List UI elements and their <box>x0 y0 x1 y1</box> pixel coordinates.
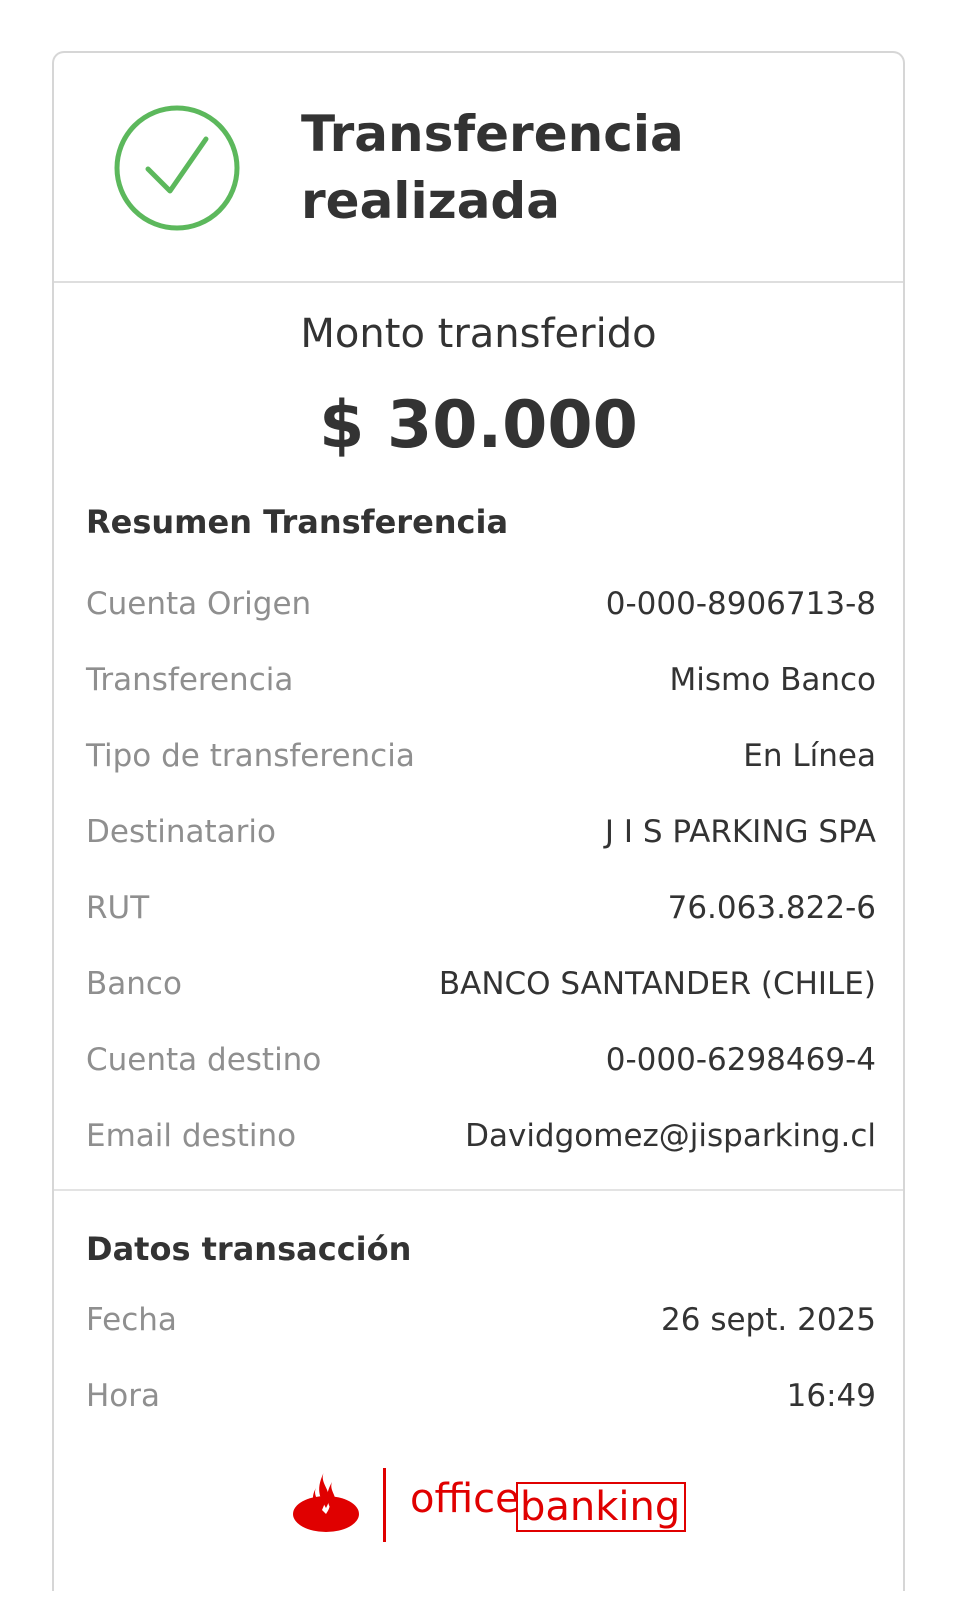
row-value: 0-000-6298469-4 <box>605 1042 876 1078</box>
row-value: J I S PARKING SPA <box>604 814 876 850</box>
santander-flame-icon <box>292 1470 360 1534</box>
summary-row-tipo-transferencia <box>86 738 876 778</box>
row-label: Destinatario <box>86 814 276 850</box>
row-value: Mismo Banco <box>669 662 876 698</box>
receipt-header <box>54 53 903 283</box>
row-value: En Línea <box>743 738 876 774</box>
logo-office-text: office <box>410 1476 520 1522</box>
transaction-row-fecha <box>86 1302 876 1342</box>
title-line-1: Transferencia <box>301 105 684 163</box>
summary-row-rut <box>86 890 876 930</box>
row-label: Fecha <box>86 1302 177 1338</box>
row-label: Cuenta destino <box>86 1042 322 1078</box>
row-value: 16:49 <box>786 1378 876 1414</box>
summary-row-destinatario <box>86 814 876 854</box>
summary-row-email-destino <box>86 1118 876 1158</box>
success-check-icon <box>112 103 242 233</box>
summary-row-cuenta-origen <box>86 586 876 626</box>
row-value: Davidgomez@jisparking.cl <box>465 1118 876 1154</box>
row-label: Tipo de transferencia <box>86 738 415 774</box>
summary-row-banco <box>86 966 876 1006</box>
row-label: Banco <box>86 966 182 1002</box>
amount-label: Monto transferido <box>300 311 657 357</box>
row-value: 0-000-8906713-8 <box>605 586 876 622</box>
row-label: RUT <box>86 890 150 926</box>
section-divider <box>54 1189 903 1191</box>
row-label: Hora <box>86 1378 161 1414</box>
logo-banking-text: banking <box>516 1482 686 1532</box>
transfer-receipt-card <box>52 51 905 1591</box>
officebanking-logo <box>292 1468 681 1548</box>
row-value: 76.063.822-6 <box>667 890 876 926</box>
row-label: Transferencia <box>86 662 294 698</box>
summary-title: Resumen Transferencia <box>86 503 509 541</box>
amount-value: $ 30.000 <box>319 388 638 463</box>
title-line-2: realizada <box>301 172 560 230</box>
row-value: 26 sept. 2025 <box>661 1302 876 1338</box>
transaction-title: Datos transacción <box>86 1230 412 1268</box>
summary-row-cuenta-destino <box>86 1042 876 1082</box>
logo-separator <box>383 1468 386 1542</box>
row-label: Cuenta Origen <box>86 586 312 622</box>
transaction-row-hora <box>86 1378 876 1418</box>
summary-row-transferencia <box>86 662 876 702</box>
row-value: BANCO SANTANDER (CHILE) <box>438 966 876 1002</box>
row-label: Email destino <box>86 1118 297 1154</box>
page-title <box>301 101 684 235</box>
